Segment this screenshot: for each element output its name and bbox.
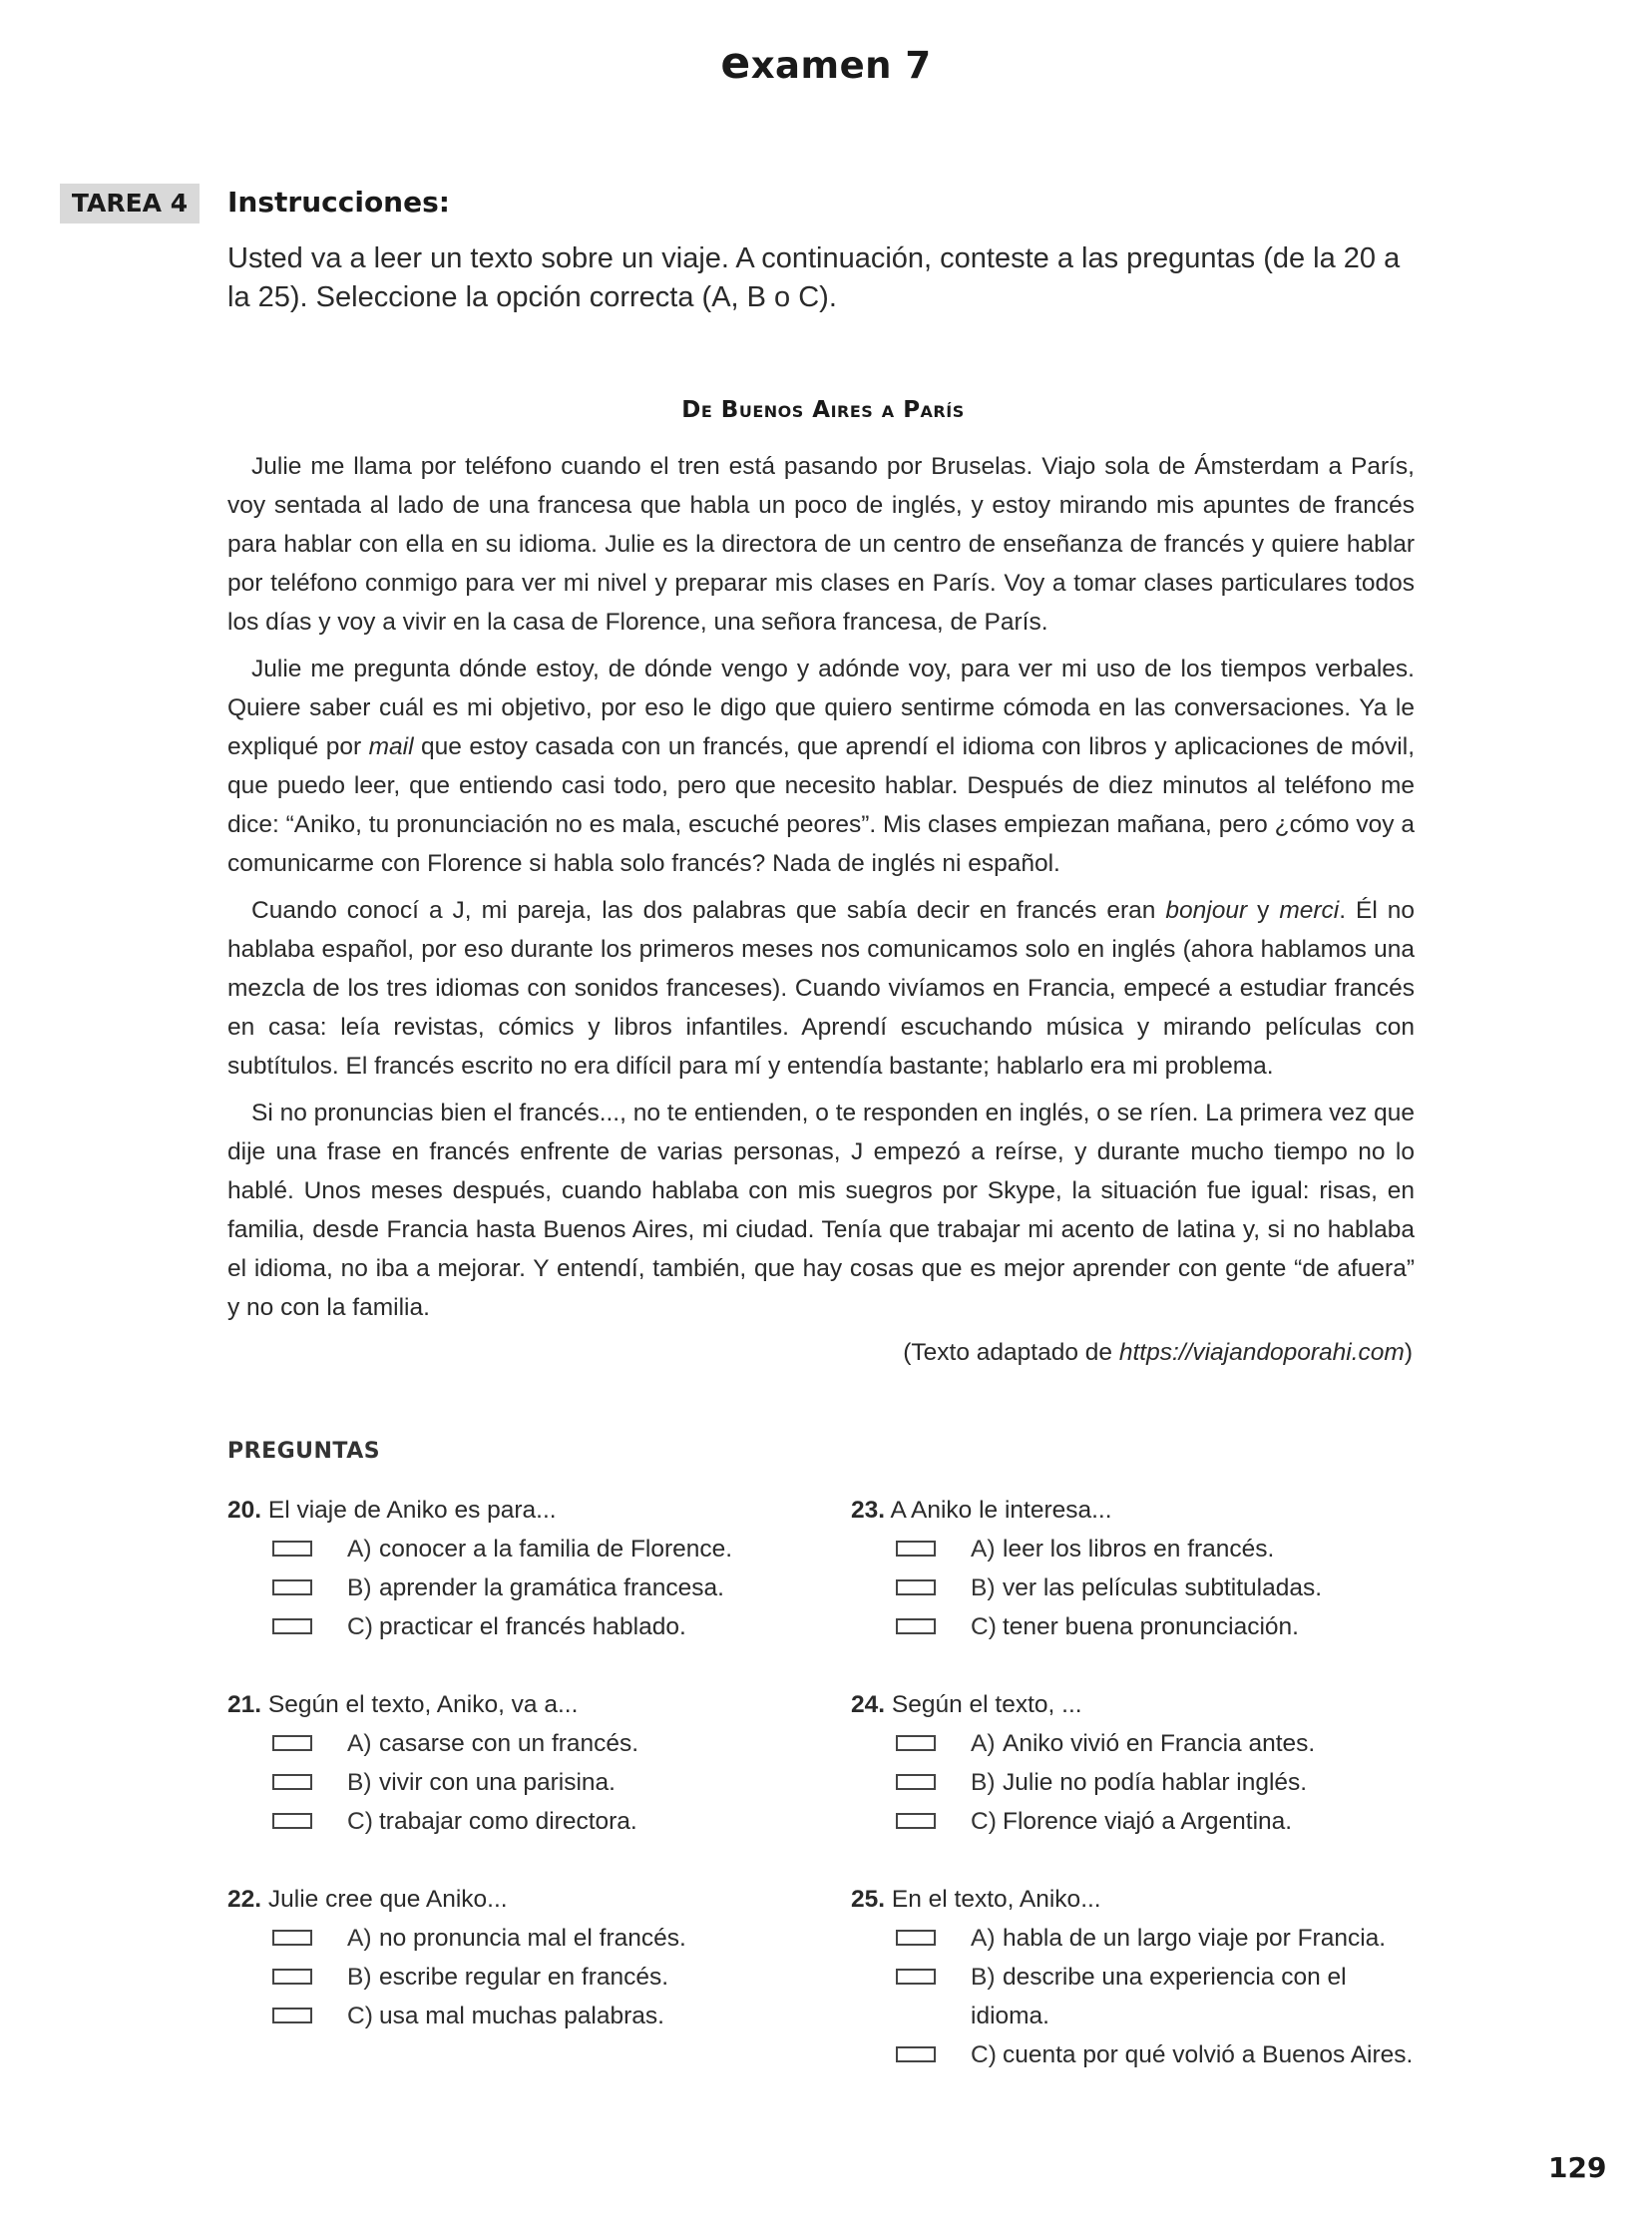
answer-option: [227, 1568, 791, 1607]
option-letter: B): [971, 1769, 996, 1796]
paragraph-text: Si no pronuncias bien el francés..., no te entienden, o te responden en inglés, o se ríen. La primera vez que dije una frase en francés enfrente de varias personas, J empezó a reírse, y durante mucho tiempo no lo hablé. Unos meses después, cuando hablaba con mis suegros por Skype, la situación fue igual: risas, en familia, desde Francia hasta Buenos Aires, mi ciudad. Tenía que trabajar mi acento de latina y, si no hablaba el idioma, no iba a mejorar. Y entendí, también, que hay cosas que es mejor aprender con gente “de afuera” y no con la familia.: [227, 1100, 1415, 1321]
answer-option: [227, 1530, 791, 1568]
answer-option: [227, 1958, 791, 1997]
question-20: [227, 1491, 791, 1685]
option-letter: A): [347, 1925, 372, 1952]
answer-option: [227, 1607, 791, 1646]
option-text: cuenta por qué volvió a Buenos Aires.: [1003, 2041, 1414, 2068]
answer-checkbox[interactable]: [896, 1735, 936, 1751]
question-number: 23.: [851, 1497, 886, 1524]
paragraph-text: Cuando conocí a J, mi pareja, las dos palabras que sabía decir en francés eran: [251, 897, 1166, 924]
option-letter: A): [347, 1536, 372, 1563]
question-number: 22.: [227, 1886, 262, 1913]
answer-option: [227, 1763, 791, 1802]
question-24: [851, 1685, 1415, 1880]
reading-paragraph-1: [227, 447, 1415, 642]
option-letter: B): [971, 1574, 996, 1601]
answer-option: [851, 2035, 1415, 2074]
answer-checkbox[interactable]: [272, 1541, 312, 1557]
option-letter: B): [347, 1574, 372, 1601]
question-stem: [227, 1880, 791, 1919]
answer-option: [227, 1802, 791, 1841]
paragraph-text: . Él no hablaba español, por eso durante los primeros meses nos comunicamos solo en inglés (ahora hablamos una mezcla de los tres idiomas con sonidos franceses). Cuando vivíamos en Francia, empecé a estudiar francés en casa: leía revistas, cómics y libros infantiles. Aprendí escuchando música y mirando películas con subtítulos. El francés escrito no era difícil para mí y entendía bastante; hablarlo era mi problema.: [227, 897, 1415, 1080]
question-number: 24.: [851, 1691, 886, 1718]
question-stem: [851, 1880, 1415, 1919]
option-letter: B): [971, 1964, 996, 1991]
question-21: [227, 1685, 791, 1880]
page-title-initial: e: [720, 38, 751, 89]
option-letter: A): [971, 1536, 996, 1563]
question-number: 25.: [851, 1886, 886, 1913]
answer-checkbox[interactable]: [272, 1579, 312, 1595]
question-stem: [227, 1685, 791, 1724]
answer-checkbox[interactable]: [272, 2008, 312, 2023]
answer-option: [851, 1958, 1415, 2035]
questions-column-right: [851, 1491, 1415, 2074]
answer-checkbox[interactable]: [896, 1813, 936, 1829]
question-text: Julie cree que Aniko...: [267, 1886, 508, 1913]
answer-option: [851, 1568, 1415, 1607]
answer-checkbox[interactable]: [272, 1735, 312, 1751]
page-title-rest: xamen 7: [750, 44, 932, 87]
option-letter: A): [971, 1925, 996, 1952]
answer-option: [851, 1607, 1415, 1646]
answer-option: [851, 1724, 1415, 1763]
option-text: describe una experiencia con el idioma.: [971, 1964, 1347, 2029]
answer-checkbox[interactable]: [272, 1930, 312, 1946]
reading-text: [227, 447, 1415, 1335]
answer-option: [851, 1919, 1415, 1958]
paragraph-text: y: [1247, 897, 1280, 924]
option-text: escribe regular en francés.: [379, 1964, 669, 1991]
question-stem: [851, 1491, 1415, 1530]
option-text: vivir con una parisina.: [379, 1769, 616, 1796]
source-url: https://viajandoporahi.com: [1118, 1339, 1405, 1366]
question-text: A Aniko le interesa...: [890, 1497, 1112, 1524]
answer-option: [227, 1997, 791, 2035]
instructions-heading: Instrucciones:: [227, 186, 450, 219]
option-text: no pronuncia mal el francés.: [379, 1925, 686, 1952]
instructions-text: Usted va a leer un texto sobre un viaje. A continuación, conteste a las preguntas (de la 20 a la 25). Seleccione la opción correcta (A, B o C).: [227, 242, 1401, 313]
question-text: En el texto, Aniko...: [891, 1886, 1101, 1913]
option-text: conocer a la familia de Florence.: [379, 1536, 733, 1563]
reading-paragraph-3: [227, 891, 1415, 1086]
emphasis-word: mail: [368, 733, 414, 760]
option-text: tener buena pronunciación.: [1003, 1613, 1299, 1640]
source-suffix: ): [1404, 1339, 1413, 1366]
option-letter: C): [971, 2041, 997, 2068]
questions-heading: PREGUNTAS: [227, 1439, 381, 1464]
option-letter: C): [347, 2003, 373, 2029]
question-23: [851, 1491, 1415, 1685]
option-text: casarse con un francés.: [379, 1730, 639, 1757]
page-title: [0, 38, 1652, 89]
option-text: habla de un largo viaje por Francia.: [1003, 1925, 1387, 1952]
answer-option: [227, 1724, 791, 1763]
emphasis-word: merci: [1279, 897, 1340, 924]
paragraph-text: que estoy casada con un francés, que aprendí el idioma con libros y aplicaciones de móvil, que puedo leer, que entiendo casi todo, pero que necesito hablar. Después de diez minutos al teléfono me dice: “Aniko, tu pronunciación no es mala, escuché peores”. Mis clases empiezan mañana, pero ¿cómo voy a comunicarme con Florence si habla solo francés? Nada de inglés ni español.: [227, 733, 1415, 877]
question-text: El viaje de Aniko es para...: [267, 1497, 557, 1524]
option-letter: C): [347, 1808, 373, 1835]
answer-checkbox[interactable]: [896, 1541, 936, 1557]
answer-option: [851, 1763, 1415, 1802]
option-letter: B): [347, 1964, 372, 1991]
reading-title: De Buenos Aires a París: [681, 397, 965, 423]
question-stem: [227, 1491, 791, 1530]
answer-option: [227, 1919, 791, 1958]
answer-checkbox[interactable]: [272, 1813, 312, 1829]
option-letter: C): [971, 1808, 997, 1835]
option-letter: C): [971, 1613, 997, 1640]
option-letter: B): [347, 1769, 372, 1796]
page-number: 129: [1548, 2151, 1607, 2184]
task-label: TAREA 4: [60, 184, 200, 224]
answer-checkbox[interactable]: [896, 1930, 936, 1946]
option-text: Julie no podía hablar inglés.: [1003, 1769, 1308, 1796]
source-prefix: (Texto adaptado de: [903, 1339, 1119, 1366]
question-stem: [851, 1685, 1415, 1724]
question-text: Según el texto, Aniko, va a...: [267, 1691, 579, 1718]
option-text: Florence viajó a Argentina.: [1003, 1808, 1293, 1835]
question-22: [227, 1880, 791, 2074]
questions-column-left: [227, 1491, 791, 2074]
answer-checkbox[interactable]: [896, 2046, 936, 2062]
answer-checkbox[interactable]: [896, 1618, 936, 1634]
question-25: [851, 1880, 1415, 2074]
option-letter: A): [347, 1730, 372, 1757]
answer-checkbox[interactable]: [896, 1969, 936, 1985]
option-text: practicar el francés hablado.: [379, 1613, 686, 1640]
option-text: trabajar como directora.: [379, 1808, 637, 1835]
reading-paragraph-2: [227, 650, 1415, 883]
answer-checkbox[interactable]: [896, 1579, 936, 1595]
option-text: usa mal muchas palabras.: [379, 2003, 664, 2029]
answer-option: [851, 1530, 1415, 1568]
question-number: 20.: [227, 1497, 262, 1524]
paragraph-text: Julie me llama por teléfono cuando el tren está pasando por Bruselas. Viajo sola de Ámsterdam a París, voy sentada al lado de una francesa que habla un poco de inglés, y estoy mirando mis apuntes de francés para hablar con ella en su idioma. Julie es la directora de un centro de enseñanza de francés y quiere hablar por teléfono conmigo para ver mi nivel y preparar mis clases en París. Voy a tomar clases particulares todos los días y voy a vivir en la casa de Florence, una señora francesa, de París.: [227, 453, 1415, 636]
emphasis-word: bonjour: [1165, 897, 1248, 924]
option-letter: A): [971, 1730, 996, 1757]
option-letter: C): [347, 1613, 373, 1640]
answer-checkbox[interactable]: [896, 1774, 936, 1790]
option-text: ver las películas subtituladas.: [1003, 1574, 1323, 1601]
answer-option: [851, 1802, 1415, 1841]
answer-checkbox[interactable]: [272, 1969, 312, 1985]
answer-checkbox[interactable]: [272, 1618, 312, 1634]
question-text: Según el texto, ...: [891, 1691, 1082, 1718]
answer-checkbox[interactable]: [272, 1774, 312, 1790]
paragraph-text: Julie me pregunta dónde estoy, de dónde vengo y adónde voy, para ver mi uso de los tiempos verbales. Quiere saber cuál es mi objetivo, por eso le digo que quiero sentirme cómoda en las conversaciones. Ya le expliqué por: [227, 656, 1415, 760]
option-text: Aniko vivió en Francia antes.: [1003, 1730, 1316, 1757]
source-citation: [903, 1339, 1413, 1367]
question-number: 21.: [227, 1691, 262, 1718]
reading-paragraph-4: [227, 1094, 1415, 1327]
option-text: leer los libros en francés.: [1003, 1536, 1275, 1563]
option-text: aprender la gramática francesa.: [379, 1574, 724, 1601]
